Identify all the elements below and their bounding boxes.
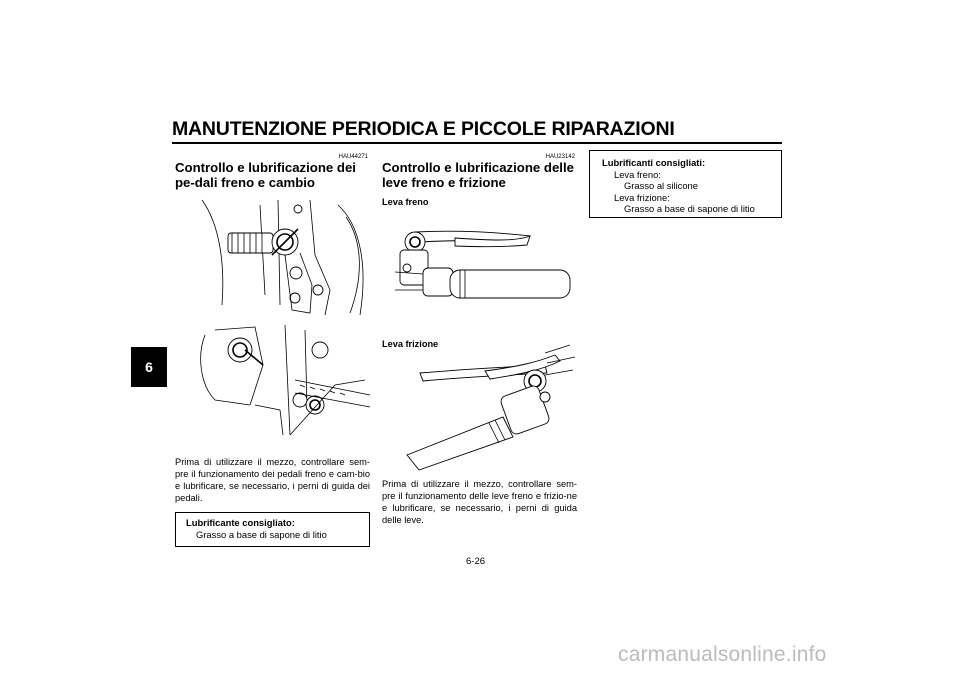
section-heading: Controllo e lubrificazione delle leve freno e frizione — [382, 160, 574, 190]
lubricant-box-text: Grasso a base di sapone di litio — [196, 528, 327, 540]
left-body-text: Prima di utilizzare il mezzo, controllare sem-pre il funzionamento dei pedali freno e cam-bio e lubrificare, se necessario, i perni di guida dei pedali. — [175, 457, 370, 504]
brake-lubricant-label: Leva freno: — [614, 168, 661, 180]
middle-body-text: Prima di utilizzare il mezzo, controllare sem-pre il funzionamento delle leve freno e frizio-ne e lubrificare, se necessario, i perni di guida delle leve. — [382, 479, 577, 526]
chapter-tab: 6 — [131, 347, 167, 387]
brake-lubricant-value: Grasso al silicone — [624, 180, 698, 191]
page-number: 6-26 — [466, 556, 486, 567]
lubricants-box — [589, 150, 782, 218]
clutch-lever-label: Leva frizione — [382, 339, 439, 349]
clutch-lubricant-value: Grasso a base di sapone di litio — [624, 203, 755, 214]
brake-lever-label: Leva freno — [382, 197, 429, 207]
clutch-lubricant-label: Leva frizione: — [614, 191, 670, 203]
brake-pedal-illustration — [200, 195, 370, 320]
lubricant-box-heading: Lubrificante consigliato: — [186, 517, 295, 528]
watermark: carmanualsonline.info — [618, 643, 827, 666]
brake-lever-illustration — [395, 210, 580, 310]
clutch-lever-illustration — [395, 345, 580, 470]
lubricant-box — [175, 512, 370, 547]
page-title: MANUTENZIONE PERIODICA E PICCOLE RIPARAZIONI — [172, 118, 675, 140]
section-code: HAU44271 — [338, 154, 368, 160]
lubricants-box-heading: Lubrificanti consigliati: — [602, 157, 706, 168]
title-rule — [172, 142, 782, 144]
section-code: HAU23142 — [545, 154, 575, 160]
shift-pedal-illustration — [195, 325, 370, 440]
section-heading: Controllo e lubrificazione dei pe-dali freno e cambio — [175, 160, 356, 190]
